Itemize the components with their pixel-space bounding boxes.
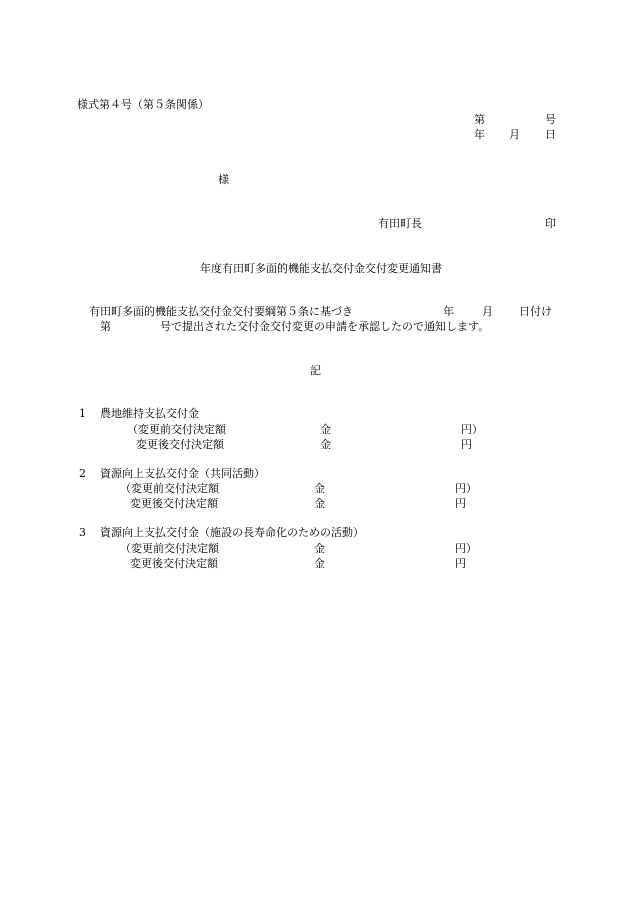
item-2-before-kin: 金 [314,482,325,495]
item-3-after-label: 変更後交付決定額 [130,557,218,570]
body-line1-year: 年 [443,305,454,318]
date-day: 日 [545,128,556,141]
item-2-before-label: （変更前交付決定額 [120,482,219,495]
item-1-after-label: 変更後交付決定額 [136,438,224,451]
item-3-before-kin: 金 [314,542,325,555]
item-1-after-kin: 金 [320,438,331,451]
body-line1-day-suffix: 日付け [519,305,552,318]
body-line2-prefix: 第 [100,320,111,333]
item-3-after-kin: 金 [314,557,325,570]
sender-title: 有田町長 [378,217,422,230]
item-3-after-yen: 円 [455,557,466,570]
item-1-after-yen: 円 [461,438,472,451]
item-3-before-label: （変更前交付決定額 [120,542,219,555]
item-1-before-yen: 円） [461,423,483,436]
date-year: 年 [474,128,485,141]
date-month: 月 [509,128,520,141]
item-2-before-yen: 円） [455,482,477,495]
doc-number-suffix: 号 [545,113,556,126]
document-title: 年度有田町多面的機能支払交付金交付変更通知書 [200,262,442,275]
form-number: 様式第４号（第５条関係） [77,98,209,111]
addressee-honorific: 様 [218,173,229,186]
item-2-name: 資源向上支払交付金（共同活動） [100,467,265,480]
item-2-number: 2 [79,467,86,480]
item-1-name: 農地維持支払交付金 [100,407,199,420]
item-2-after-label: 変更後交付決定額 [130,497,218,510]
item-1-number: 1 [79,407,86,420]
item-3-name: 資源向上支払交付金（施設の長寿命化のための活動） [100,526,364,539]
item-3-number: 3 [79,526,86,539]
doc-number-prefix: 第 [474,113,485,126]
ki-heading: 記 [310,364,321,377]
item-1-before-kin: 金 [320,423,331,436]
item-2-after-yen: 円 [455,497,466,510]
item-2-after-kin: 金 [314,497,325,510]
body-line1-month: 月 [482,305,493,318]
item-3-before-yen: 円） [455,542,477,555]
item-1-before-label: （変更前交付決定額 [127,423,226,436]
body-line1-main: 有田町多面的機能支払交付金交付要綱第５条に基づき [89,305,353,318]
body-line2-main: 号で提出された交付金交付変更の申請を承認したので通知します。 [160,320,490,333]
seal-mark: 印 [545,217,556,230]
